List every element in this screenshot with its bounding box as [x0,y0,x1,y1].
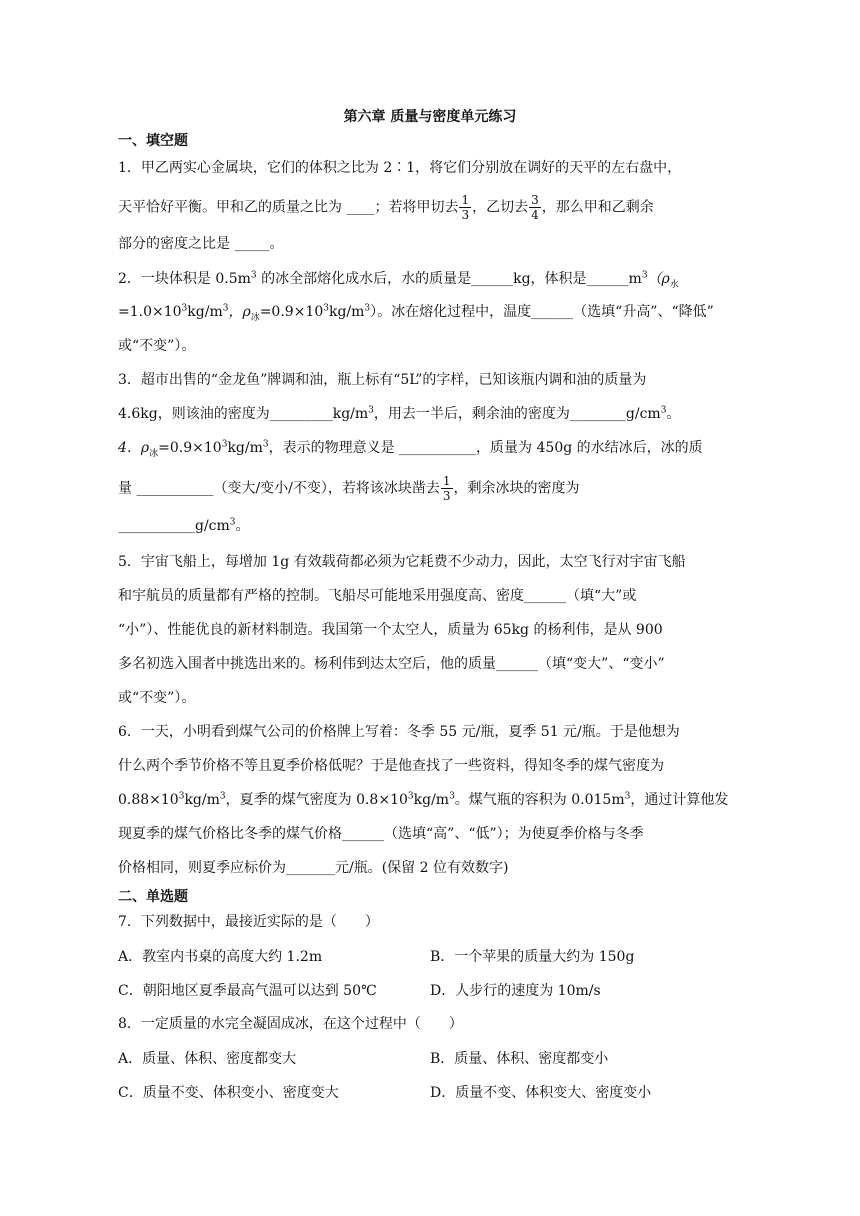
question-8-option-b: B．质量、体积、密度都变小 [430,1051,609,1067]
question-1-text-b: ，乙切去 [472,199,529,216]
page-title: 第六章 质量与密度单元练习 [343,109,517,125]
q2-text: ，ρ [228,304,251,320]
question-6-line-2: 什么两个季节价格不等且夏季价格低呢？于是他查找了一些资料，得知冬季的煤气密度为 [118,758,664,774]
question-7-stem: 7．下列数据中，最接近实际的是（ ） [118,914,379,930]
question-5-line-1: 5．宇宙飞船上，每增加 1g 有效载荷都必须为它耗费不少动力，因此，太空飞行对宇宙飞船 [118,554,686,570]
superscript: 3 [250,270,257,281]
q2-text: =1.0×10 [118,304,182,320]
section-heading-fill: 一、填空题 [118,133,188,149]
fraction-one-third [459,193,471,222]
superscript: 3 [181,303,188,314]
q2-text: =0.9×10 [259,304,324,320]
superscript: 3 [178,791,185,802]
q6-text: 。煤气瓶的容积为 0.015m [454,792,625,808]
question-8-stem: 8．一定质量的水完全凝固成冰，在这个过程中（ ） [118,1016,463,1032]
q4-text: kg/m [227,440,263,456]
question-7-option-c: C．朝阳地区夏季最高气温可以达到 50℃ [118,983,377,999]
question-1-line-1: 1．甲乙两实心金属块，它们的体积之比为 2∶1，将它们分别放在调好的天平的左右盘中， [118,160,682,176]
superscript: 3 [219,791,226,802]
q4-text: ___________g/cm [118,518,230,534]
superscript: 3 [222,303,229,314]
q2-text: 的冰全部熔化成水后，水的质量是______kg，体积是______m [256,271,642,287]
q3-text: 。 [666,406,681,422]
fraction-denominator: 4 [531,208,539,222]
question-6-line-4: 现夏季的煤气价格比冬季的煤气价格______（选填“高”、“低”）；为使夏季价格与冬季 [118,826,644,842]
question-1-text-a: 天平恰好平衡。甲和乙的质量之比为 ____；若将甲切去 [118,199,459,216]
subscript: 水 [669,279,679,290]
superscript: 3 [368,405,374,416]
superscript: 3 [624,791,631,802]
q4-text: 量 ___________（变大/变小/不变），若将该冰块凿去 [118,480,440,497]
question-2-line-1 [118,269,679,289]
question-7-option-b: B．一个苹果的质量大约为 150g [430,949,635,965]
superscript: 3 [323,303,329,314]
question-3-line-1: 3．超市出售的“金龙鱼”牌调和油，瓶上标有“5L”的字样，已知该瓶内调和油的质量为 [118,372,647,388]
section-heading-single: 二、单选题 [118,889,188,905]
subscript: 冰 [250,312,260,323]
superscript: 3 [221,439,228,450]
question-2-line-3: 或“不变”）。 [118,338,196,354]
question-3-line-2 [118,404,680,424]
q3-text: ，用去一半后，剩余油的密度为________g/cm [373,406,661,422]
q2-text: kg/m [328,304,365,320]
question-7-option-d: D．人步行的速度为 10m/s [430,983,601,999]
q6-text: ，夏季的煤气密度为 0.8×10 [225,792,408,808]
q3-text: 4.6kg，则该油的密度为_________kg/m [118,406,369,422]
question-1-line-3: 部分的密度之比是 _____。 [118,236,284,252]
superscript: 3 [407,791,414,802]
fraction-numerator: 1 [442,474,451,488]
q6-text: 0.88×10 [118,792,179,808]
superscript: 3 [449,791,455,802]
question-5-line-2: 和宇航员的质量都有严格的控制。飞船尽可能地采用强度高、密度______（填“大”或 [118,588,637,604]
superscript: 3 [229,517,236,528]
q4-text: ，表示的物理意义是 ___________，质量为 450g 的水结冰后，冰的质 [268,440,703,456]
q6-text: ，通过计算他发 [630,792,729,808]
q4-text: 。 [235,518,250,534]
question-1-line-2 [118,193,654,222]
question-4-line-2 [118,474,580,503]
superscript: 3 [641,270,648,281]
q4-text: 4．ρ [118,440,150,456]
subscript: 冰 [149,448,159,459]
fraction-one-third [441,474,453,503]
question-5-line-3: “小”）、性能优良的新材料制造。我国第一个太空人，质量为 65kg 的杨利伟，是从 900 [118,622,663,638]
fraction-denominator: 3 [461,208,470,222]
question-5-line-5: 或“不变”）。 [118,690,196,706]
question-6-line-3 [118,790,728,810]
q4-text: ，剩余冰块的密度为 [453,480,580,497]
q2-text: ）。冰在熔化过程中，温度______（选填“升高”、“降低” [370,304,714,320]
question-7-option-a: A．教室内书桌的高度大约 1.2m [118,949,323,965]
fraction-three-quarters [529,193,541,222]
superscript: 3 [364,303,371,314]
question-4-line-1 [118,438,703,458]
question-8-option-c: C．质量不变、体积变小、密度变大 [118,1085,339,1101]
question-8-option-a: A．质量、体积、密度都变大 [118,1051,297,1067]
q2-text: kg/m [187,304,223,320]
question-1-text-c: ，那么甲和乙剩余 [541,199,654,216]
superscript: 3 [660,405,667,416]
fraction-numerator: 1 [461,193,470,207]
question-5-line-4: 多名初选入围者中挑选出来的。杨利伟到达太空后，他的质量______（填“变大”、“变小” [118,656,665,672]
question-8-option-d: D．质量不变、体积变大、密度变小 [430,1085,652,1101]
q4-text: =0.9×10 [158,440,222,456]
question-6-line-1: 6．一天，小明看到煤气公司的价格牌上写着：冬季 55 元/瓶，夏季 51 元/瓶。于是他想为 [118,724,680,740]
question-6-line-5: 价格相同，则夏季应标价为_______元/瓶。(保留 2 位有效数字) [118,860,509,876]
q6-text: kg/m [184,792,220,808]
superscript: 3 [262,439,269,450]
fraction-numerator: 3 [531,193,539,207]
q2-text: 2．一块体积是 0.5m [118,271,251,287]
fraction-denominator: 3 [442,489,451,503]
q6-text: kg/m [413,792,450,808]
question-2-line-2 [118,302,714,322]
question-4-line-3 [118,516,250,536]
q2-text: （ρ [647,271,670,287]
